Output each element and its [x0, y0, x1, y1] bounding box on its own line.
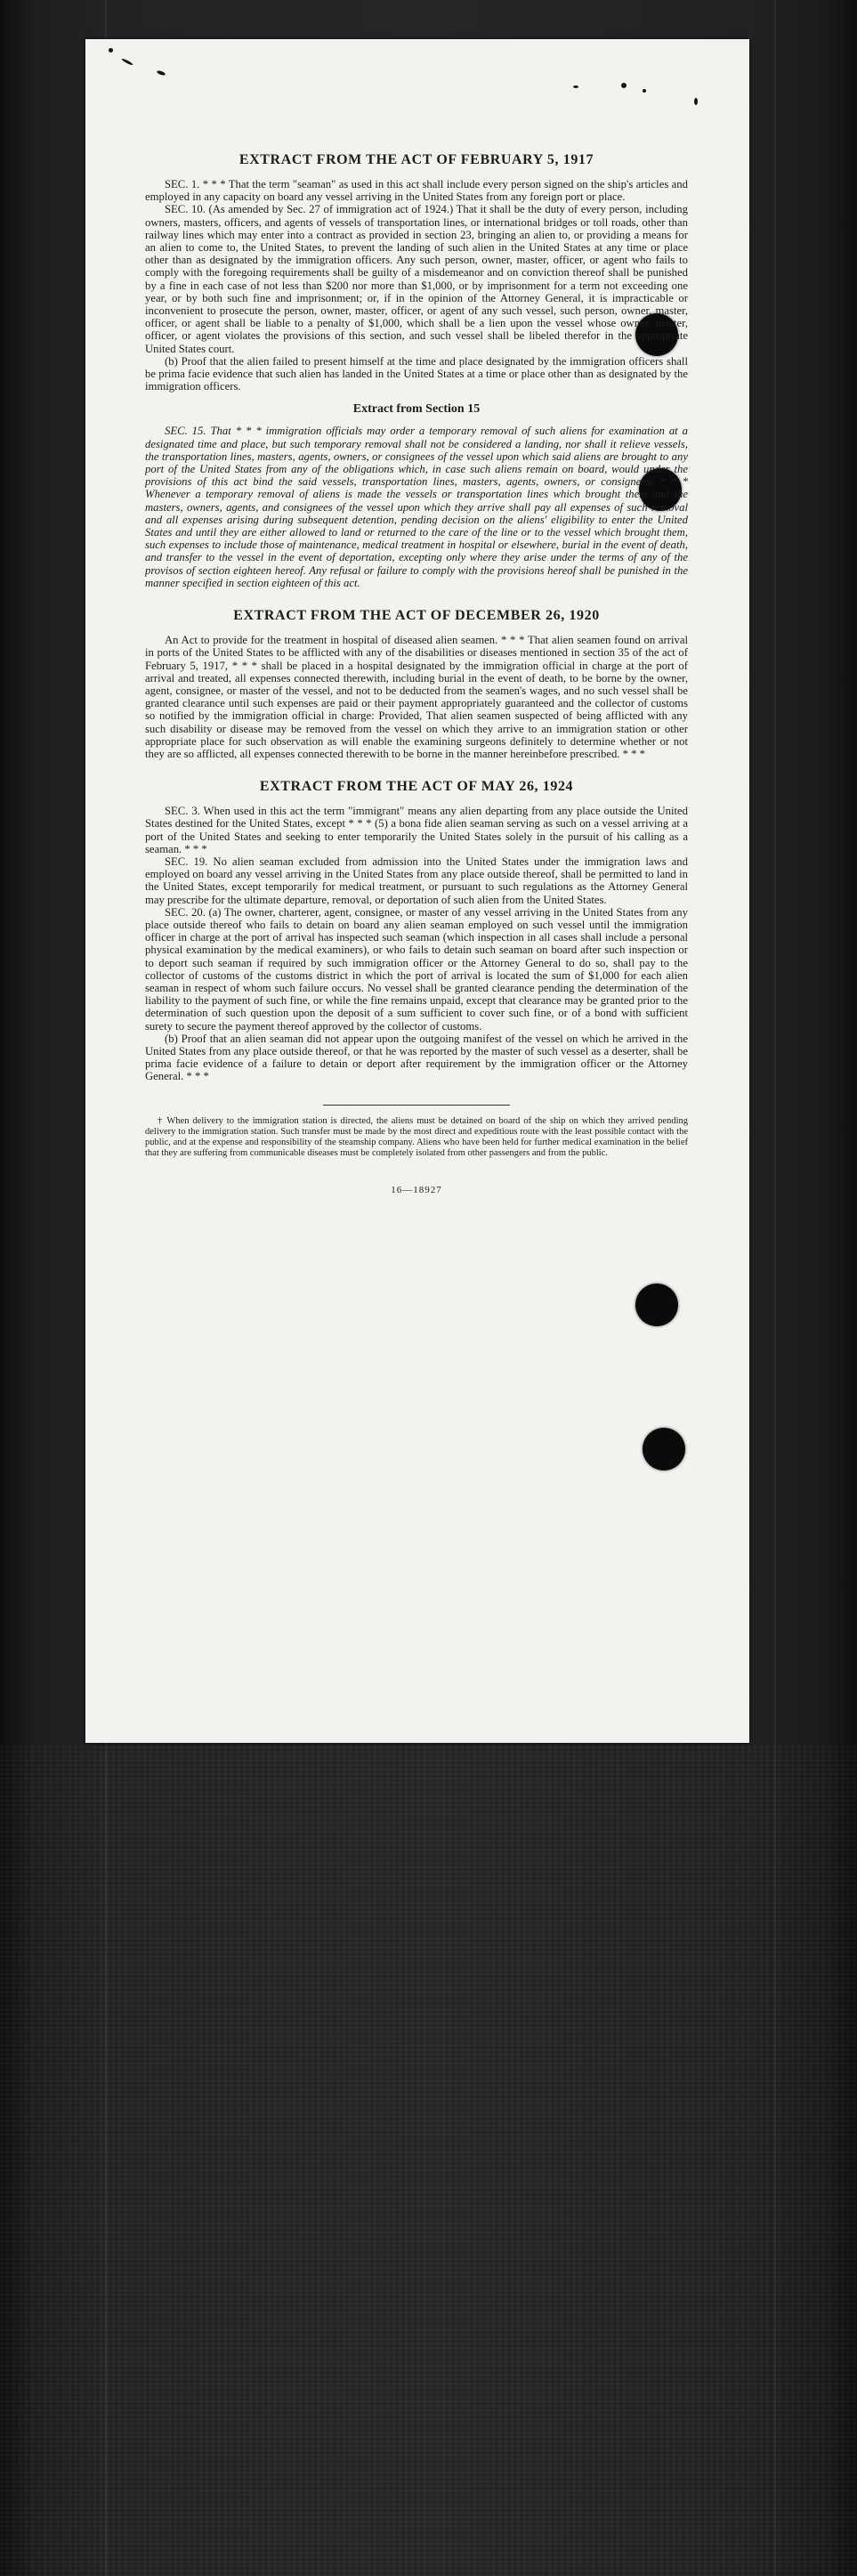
page-number: 16—18927 [391, 1185, 442, 1196]
heading-act-1924: EXTRACT FROM THE ACT OF MAY 26, 1924 [259, 779, 574, 795]
dust-speck [643, 89, 646, 93]
dust-speck [121, 58, 133, 66]
punch-hole [635, 1284, 678, 1326]
paragraph-1924-sec19: SEC. 19. No alien seaman excluded from admission into the United States under the immigration laws and employed on board any vessel arriving in the United States from any place outside thereof, shall be permitted to land in the United States, except temporarily for medical treatment, or pursuant to such regulations as the Attorney General may prescribe for the ultimate departure, removal, or deportation of such alien from the United States. [145, 855, 688, 906]
paragraph-1924-sec20a: SEC. 20. (a) The owner, charterer, agent, consignee, or master of any vessel arriving in the United States from any place outside thereof who fails to detain on board any alien seaman employed on such vessel until the immigration officer in charge at the port of arrival has inspected such seaman (which inspection in all cases shall include a personal physical examination by the medical examiners), or who fails to detain such seaman on board after such inspection or to deport such seaman if required by such immigration officer or the Attorney General to do so, shall pay to the collector of customs of the customs district in which the port of arrival is located the sum of $1,000 for each alien seaman in respect of whom such failure occurs. No vessel shall be granted clearance pending the determination of the liability to the payment of such fine, or while the fine remains unpaid, except that clearance may be granted prior to the determination of such question upon the deposit of a sum sufficient to cover such fine, or of a bond with sufficient surety to secure the payment thereof approved by the collector of customs. [145, 905, 688, 1033]
heading-act-1917: EXTRACT FROM THE ACT OF FEBRUARY 5, 1917 [239, 152, 594, 167]
paragraph-1917-b: (b) Proof that the alien failed to present himself at the time and place designated by the immigration officers shall be prima facie evidence that such alien has landed in the United States at a time or place other than as designated by the immigration officers. [145, 354, 688, 393]
paragraph-1917-sec1: SEC. 1. * * * That the term "seaman" as used in this act shall include every person signed on the ship's articles and employed in any capacity on board any vessel arriving in the United States from any foreign port or place. [145, 178, 688, 204]
dust-speck [573, 85, 578, 88]
footnote-divider [323, 1105, 510, 1106]
document-page [85, 39, 749, 1743]
heading-act-1920: EXTRACT FROM THE ACT OF DECEMBER 26, 1920 [233, 608, 600, 624]
heading-section-15: Extract from Section 15 [352, 402, 481, 417]
footnote: † When delivery to the immigration station is directed, the aliens must be detained on board of the ship on which they arrived pending delivery to the immigration station. Such transfer must be made by the most direct and expeditious route with the least possible contact with the public, and at the expense and responsibility of the steamship company. Aliens who have been held for further medical examination in the belief that they are suffering from communicable diseases must be completely isolated from other passengers and from the public. [145, 1115, 688, 1159]
document-body [145, 151, 688, 1197]
dust-speck [621, 83, 627, 88]
paragraph-1924-sec20b: (b) Proof that an alien seaman did not appear upon the outgoing manifest of the vessel on which he arrived in the United States from any place outside thereof, or that he was reported by the master of such vessel as a deserter, shall be prima facie evidence of a failure to detain or deport after requirement by the immigration officer or the Attorney General. * * * [145, 1032, 688, 1083]
paragraph-sec15: SEC. 15. That * * * immigration officials may order a temporary removal of such aliens for examination at a designated time and place, but such temporary removal shall not be considered a landing, nor shall it relieve vessels, the transportation lines, masters, agents, owners, or consignees of the vessel upon which said aliens are brought to any port of the United States from any of the obligations which, in case such aliens remain on board, would under the provisions of this act bind the said vessels, transportation lines, masters, agents, owners, or consignees: * * * Whenever a temporary removal of aliens is made the vessels or transportation lines which brought them and the masters, owners, agents, and consignees of the vessel upon which they arrive shall pay all expenses of such removal and all expenses arising during subsequent detention, pending decision on the aliens' eligibility to enter the United States and until they are either allowed to land or returned to the care of the line or to the vessel which brought them, such expenses to include those of maintenance, medical treatment in hospital or elsewhere, burial in the event of death, and transfer to the vessel in the event of deportation, excepting only where they arise under the terms of any of the provisos of section eighteen hereof. Any refusal or failure to comply with the provisions hereof shall be punished in the manner specified in section eighteen of this act. [145, 425, 688, 589]
paragraph-1917-sec10: SEC. 10. (As amended by Sec. 27 of immigration act of 1924.) That it shall be the duty of every person, including owners, masters, officers, and agents of vessels of transportation lines, or international bridges or toll roads, other than railway lines which may enter into a contract as provided in section 23, bringing an alien to, or providing a means for an alien to come to, the United States, to prevent the landing of such alien in the United States at any time or place other than as designated by the immigration officers. Any such person, owner, master, officer, or agent who fails to comply with the foregoing requirements shall be guilty of a misdemeanor and on conviction thereof shall be punished by a fine in each case of not less than $200 nor more than $1,000, or by imprisonment for a term not exceeding one year, or by both such fine and imprisonment; or, if in the opinion of the Attorney General, it is impracticable or inconvenient to prosecute the person, owner, master, officer, or agent of any such vessel, such person, owner, master, officer, or agent shall be liable to a penalty of $1,000, which shall be a lien upon the vessel whose owner, master, officer, or agent violates the provisions of this section, and such vessel shall be libeled therefor in the appropriate United States court. [145, 203, 688, 355]
dust-speck [109, 48, 113, 53]
film-scratch [774, 0, 776, 2576]
dust-speck [694, 98, 698, 105]
paragraph-1924-sec3: SEC. 3. When used in this act the term "immigrant" means any alien departing from any place outside the United States destined for the United States, except * * * (5) a bona fide alien seaman serving as such on a vessel arriving at a port of the United States and seeking to enter temporarily the United States solely in the pursuit of his calling as a seaman. * * * [145, 805, 688, 855]
film-grain [0, 1745, 857, 2576]
punch-hole [643, 1428, 685, 1470]
paragraph-1920: An Act to provide for the treatment in hospital of diseased alien seamen. * * * That alien seamen found on arrival in ports of the United States to be afflicted with any of the disabilities or diseases mentioned in section 35 of the act of February 5, 1917, * * * shall be placed in a hospital designated by the immigration official in charge at the port of arrival and treated, all expenses connected therewith, including burial in the event of death, to be borne by the owner, agent, consignee, or master of the vessel, and not to be deducted from the seamen's wages, and no such vessel shall be granted clearance until such expenses are paid or their payment appropriately guaranteed and the collector of customs so notified by the immigration official in charge: Provided, That alien seamen suspected of being afflicted with any such disability or disease may be removed from the vessel on which they arrive to an immigration station or other appropriate place for such observation as will enable the examining surgeons definitely to determine whether or not they are so afflicted, all expenses connected therewith to be borne in the manner hereinbefore prescribed. * * * [145, 634, 688, 760]
dust-speck [157, 69, 166, 76]
